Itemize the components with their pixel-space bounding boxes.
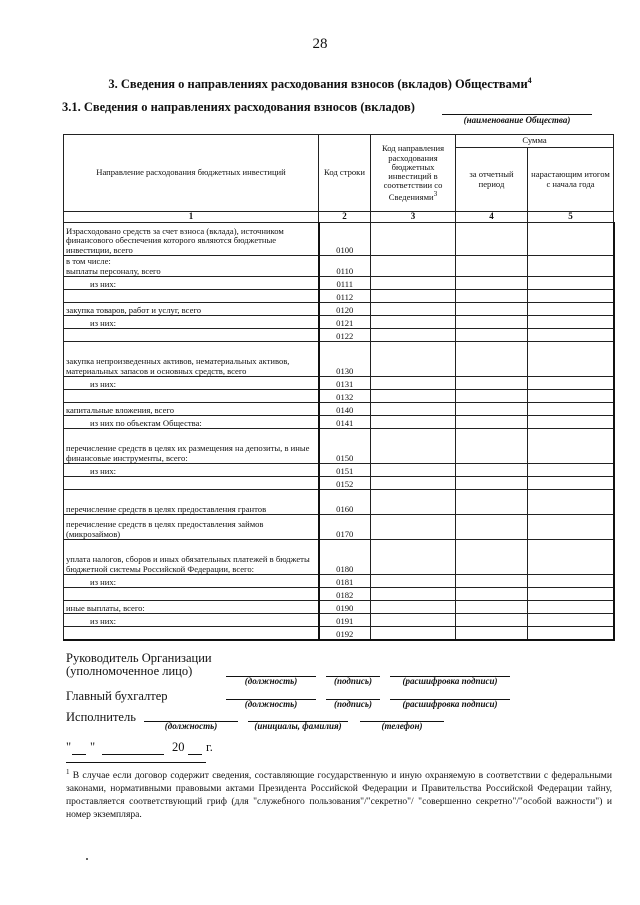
row-code: 0190: [319, 601, 371, 614]
stray-mark: [86, 858, 88, 860]
row-code: 0181: [319, 575, 371, 588]
direction-code-cell[interactable]: [371, 416, 456, 429]
row-code: 0140: [319, 403, 371, 416]
direction-code-cell[interactable]: [371, 614, 456, 627]
table-row: [64, 256, 614, 277]
date-suffix: г.: [206, 740, 213, 754]
date-year-prefix: 20: [172, 740, 185, 754]
header-row-code: Код строки: [319, 135, 371, 212]
col-number: 3: [371, 212, 456, 223]
row-code: 0150: [319, 429, 371, 464]
period-amount-cell[interactable]: [456, 316, 528, 329]
cumulative-amount-cell[interactable]: [528, 377, 614, 390]
table-row: [64, 575, 614, 588]
row-direction-label: перечисление средств в целях предоставления займов (микрозаймов): [64, 515, 319, 540]
table-row: [64, 515, 614, 540]
period-amount-cell[interactable]: [456, 515, 528, 540]
head-signature-caption: (подпись): [334, 676, 372, 686]
footnote: [66, 768, 612, 822]
period-amount-cell[interactable]: [456, 342, 528, 377]
row-direction-label: из них:: [64, 277, 319, 290]
row-code: 0160: [319, 490, 371, 515]
row-direction-label: [64, 329, 319, 342]
period-amount-cell[interactable]: [456, 390, 528, 403]
company-name-caption: (наименование Общества): [463, 115, 571, 125]
cumulative-amount-cell[interactable]: [528, 627, 614, 641]
period-amount-cell[interactable]: [456, 588, 528, 601]
executor-phone-caption: (телефон): [381, 721, 423, 731]
table-row: [64, 223, 614, 256]
period-amount-cell[interactable]: [456, 575, 528, 588]
cumulative-amount-cell[interactable]: [528, 490, 614, 515]
cumulative-amount-cell[interactable]: [528, 601, 614, 614]
direction-code-cell[interactable]: [371, 627, 456, 641]
cumulative-amount-cell[interactable]: [528, 575, 614, 588]
footnote-divider: [66, 762, 206, 763]
head-label-authorized: (уполномоченное лицо): [66, 664, 193, 678]
row-direction-label: закупка товаров, работ и услуг, всего: [64, 303, 319, 316]
row-direction-label: перечисление средств в целях предоставления грантов: [64, 490, 319, 515]
direction-code-cell[interactable]: [371, 277, 456, 290]
table-row: [64, 277, 614, 290]
table-row: [64, 342, 614, 377]
executor-position-caption: (должность): [164, 721, 218, 731]
col-number: 5: [528, 212, 614, 223]
period-amount-cell[interactable]: [456, 627, 528, 641]
row-direction-label: [64, 477, 319, 490]
col-number: 4: [456, 212, 528, 223]
period-amount-cell[interactable]: [456, 290, 528, 303]
header-direction-code-text: Код направления расходования бюджетных инвестиций в соответствии со Сведениями: [381, 143, 445, 202]
direction-code-cell[interactable]: [371, 477, 456, 490]
direction-code-cell[interactable]: [371, 329, 456, 342]
table-row: [64, 416, 614, 429]
table-row: [64, 377, 614, 390]
cumulative-amount-cell[interactable]: [528, 390, 614, 403]
period-amount-cell[interactable]: [456, 377, 528, 390]
table-row: [64, 303, 614, 316]
row-code: 0141: [319, 416, 371, 429]
row-code: 0132: [319, 390, 371, 403]
accountant-decode-caption: (расшифровка подписи): [402, 699, 498, 709]
row-direction-label: Израсходовано средств за счет взноса (вклада), источником финансового обеспечения которого являются бюджетные инвестиции, всего: [64, 223, 319, 256]
table-row: [64, 429, 614, 464]
date-quote-open: ": [66, 740, 72, 754]
header-sum: Сумма: [456, 135, 614, 148]
row-code: 0111: [319, 277, 371, 290]
cumulative-amount-cell[interactable]: [528, 464, 614, 477]
head-position-caption: (должность): [244, 676, 298, 686]
row-direction-label: из них по объектам Общества:: [64, 416, 319, 429]
table-row: [64, 290, 614, 303]
direction-code-cell[interactable]: [371, 390, 456, 403]
period-amount-cell[interactable]: [456, 303, 528, 316]
section-title: [40, 76, 600, 92]
date-year-blank[interactable]: [188, 754, 202, 755]
period-amount-cell[interactable]: [456, 429, 528, 464]
head-label: Руководитель Организации: [66, 651, 212, 665]
row-code: 0152: [319, 477, 371, 490]
period-amount-cell[interactable]: [456, 464, 528, 477]
cumulative-amount-cell[interactable]: [528, 416, 614, 429]
table-row: [64, 627, 614, 641]
direction-code-cell[interactable]: [371, 490, 456, 515]
row-direction-label: уплата налогов, сборов и иных обязательных платежей в бюджеты бюджетной системы Российской Федерации, всего:: [64, 540, 319, 575]
cumulative-amount-cell[interactable]: [528, 290, 614, 303]
accountant-signature-caption: (подпись): [334, 699, 372, 709]
footnote-text: В случае если договор содержит сведения, составляющие государственную и иную охраняемую в соответствии с федеральными законами, нормативными правовыми актами Президента Российской Федерации и Правительства Российской Федерации тайну, проставляется соответствующий гриф (для "служебного пользования"/"секретно"/ "совершенно секретно"/"особой важности") и номер экземпляра.: [66, 770, 612, 820]
cumulative-amount-cell[interactable]: [528, 223, 614, 256]
direction-code-cell[interactable]: [371, 342, 456, 377]
row-direction-label: перечисление средств в целях их размещения на депозиты, в иные финансовые инструменты, всего:: [64, 429, 319, 464]
cumulative-amount-cell[interactable]: [528, 429, 614, 464]
direction-code-cell[interactable]: [371, 290, 456, 303]
row-code: 0182: [319, 588, 371, 601]
cumulative-amount-cell[interactable]: [528, 588, 614, 601]
footnote-mark: 1: [66, 768, 70, 776]
row-direction-label: из них:: [64, 316, 319, 329]
period-amount-cell[interactable]: [456, 256, 528, 277]
period-amount-cell[interactable]: [456, 223, 528, 256]
head-decode-caption: (расшифровка подписи): [402, 676, 498, 686]
row-code: 0192: [319, 627, 371, 641]
date-line: [66, 740, 236, 756]
header-direction: Направление расходования бюджетных инвестиций: [64, 135, 319, 212]
period-amount-cell[interactable]: [456, 329, 528, 342]
expenditure-table: [63, 134, 615, 641]
row-code: 0180: [319, 540, 371, 575]
row-direction-label: [64, 290, 319, 303]
direction-code-cell[interactable]: [371, 588, 456, 601]
period-amount-cell[interactable]: [456, 540, 528, 575]
cumulative-amount-cell[interactable]: [528, 316, 614, 329]
period-amount-cell[interactable]: [456, 477, 528, 490]
direction-code-cell[interactable]: [371, 316, 456, 329]
row-direction-label: из них:: [64, 464, 319, 477]
date-quote-close: ": [90, 740, 96, 754]
table-row: [64, 390, 614, 403]
header-cumulative: нарастающим итогом с начала года: [528, 148, 614, 212]
period-amount-cell[interactable]: [456, 614, 528, 627]
row-direction-label: капитальные вложения, всего: [64, 403, 319, 416]
row-code: 0100: [319, 223, 371, 256]
accountant-label: Главный бухгалтер: [66, 689, 168, 703]
row-code: 0151: [319, 464, 371, 477]
table-row: [64, 588, 614, 601]
table-row: [64, 316, 614, 329]
executor-initials-caption: (инициалы, фамилия): [254, 721, 342, 731]
period-amount-cell[interactable]: [456, 403, 528, 416]
direction-code-cell[interactable]: [371, 601, 456, 614]
direction-code-cell[interactable]: [371, 515, 456, 540]
row-direction-label: из них:: [64, 575, 319, 588]
cumulative-amount-cell[interactable]: [528, 614, 614, 627]
title-footnote-mark: 4: [527, 76, 532, 85]
row-code: 0120: [319, 303, 371, 316]
direction-code-cell[interactable]: [371, 540, 456, 575]
header-period: за отчетный период: [456, 148, 528, 212]
row-direction-label: иные выплаты, всего:: [64, 601, 319, 614]
cumulative-amount-cell[interactable]: [528, 477, 614, 490]
row-direction-label: [64, 390, 319, 403]
cumulative-amount-cell[interactable]: [528, 515, 614, 540]
cumulative-amount-cell[interactable]: [528, 342, 614, 377]
table-row: [64, 464, 614, 477]
direction-code-cell[interactable]: [371, 575, 456, 588]
accountant-position-caption: (должность): [244, 699, 298, 709]
cumulative-amount-cell[interactable]: [528, 303, 614, 316]
row-code: 0170: [319, 515, 371, 540]
cumulative-amount-cell[interactable]: [528, 256, 614, 277]
row-direction-label: [64, 588, 319, 601]
table-row: [64, 403, 614, 416]
direction-code-cell[interactable]: [371, 464, 456, 477]
row-code: 0130: [319, 342, 371, 377]
row-code: 0110: [319, 256, 371, 277]
direction-code-cell[interactable]: [371, 403, 456, 416]
subsection-title: 3.1. Сведения о направлениях расходования взносов (вкладов): [62, 100, 415, 114]
row-direction-label: закупка непроизведенных активов, нематериальных активов, материальных запасов и основных средств, всего: [64, 342, 319, 377]
row-code: 0112: [319, 290, 371, 303]
table-row: [64, 540, 614, 575]
direction-code-cell[interactable]: [371, 303, 456, 316]
cumulative-amount-cell[interactable]: [528, 329, 614, 342]
page-number: 28: [312, 36, 328, 52]
col-number: 1: [64, 212, 319, 223]
period-amount-cell[interactable]: [456, 490, 528, 515]
header-footnote-mark: 3: [433, 189, 438, 198]
header-direction-code: [371, 135, 456, 212]
table-row: [64, 329, 614, 342]
row-code: 0191: [319, 614, 371, 627]
row-direction-label: из них:: [64, 614, 319, 627]
table-row: [64, 614, 614, 627]
period-amount-cell[interactable]: [456, 601, 528, 614]
table-row: [64, 601, 614, 614]
direction-code-cell[interactable]: [371, 429, 456, 464]
date-month-blank[interactable]: [102, 754, 164, 755]
cumulative-amount-cell[interactable]: [528, 540, 614, 575]
table-row: [64, 477, 614, 490]
period-amount-cell[interactable]: [456, 416, 528, 429]
row-code: 0131: [319, 377, 371, 390]
period-amount-cell[interactable]: [456, 277, 528, 290]
cumulative-amount-cell[interactable]: [528, 277, 614, 290]
section-title-text: 3. Сведения о направлениях расходования взносов (вкладов) Обществами: [108, 77, 528, 92]
row-direction-label: [64, 627, 319, 641]
col-number: 2: [319, 212, 371, 223]
row-direction-label: в том числе: выплаты персоналу, всего: [64, 256, 319, 277]
row-code: 0122: [319, 329, 371, 342]
executor-label: Исполнитель: [66, 710, 136, 724]
row-direction-label: из них:: [64, 377, 319, 390]
date-day-blank[interactable]: [72, 754, 86, 755]
direction-code-cell[interactable]: [371, 223, 456, 256]
direction-code-cell[interactable]: [371, 377, 456, 390]
table-row: [64, 490, 614, 515]
row-code: 0121: [319, 316, 371, 329]
direction-code-cell[interactable]: [371, 256, 456, 277]
cumulative-amount-cell[interactable]: [528, 403, 614, 416]
